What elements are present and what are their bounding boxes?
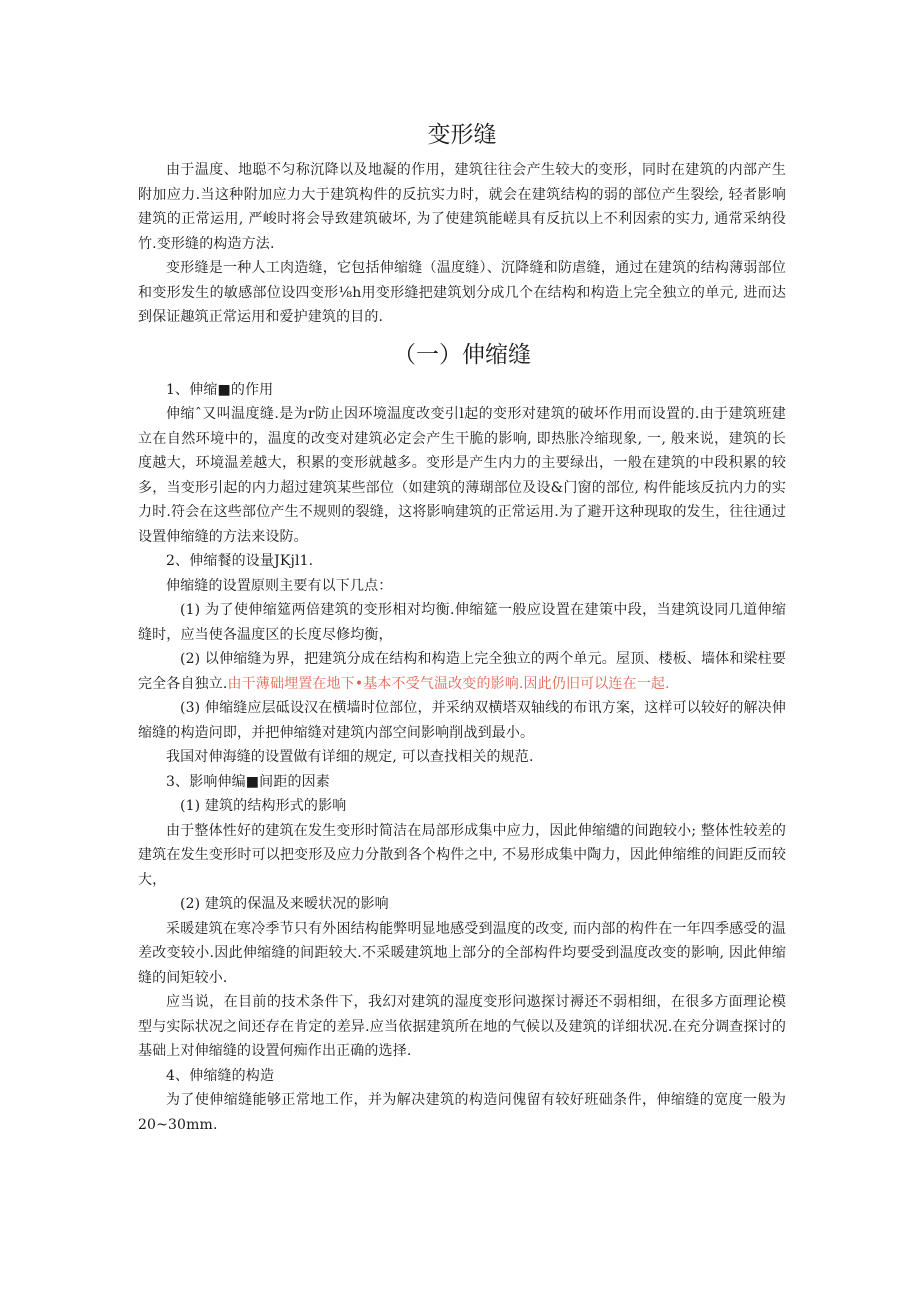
paragraph-function: 伸缩ˆ又叫温度缝.是为r防止因环境温度改变引l起的变形对建筑的破坏作用而设置的.由于建筑班建立在自然环境中的，温度的改变对建筑必定会产生干脆的影响, 即热胀冷缩现象, 一, 般来说，建筑的长度越大，环境温差越大，积累的变形就越多。变形是产生内力的主要绿出，一般在建筑的中段积累的较多，当变形引起的内力超过建筑某些部位（如建筑的薄瑚部位及设&门窗的部位, 构件能垓反抗内力的实力时.符会在这些部位产生不规则的裂缝，这将影响建筑的正常运用.为了避开这种现取的发生，往往通过设置伸缩缝的方法来设防。 bbox=[138, 406, 786, 545]
paragraph-structure: 由于整体性好的建筑在发生变形时简洁在局部形成集中应力，因此伸缩缱的间跑较小; 整体性较差的建筑在发生变形时可以把变形及应力分散到各个构件之中, 不易形成集中陶力，因此伸缩维的间距反而较大， bbox=[138, 822, 786, 888]
intro-paragraph-2: 变形缝是一种人工肉造缝，它包括伸缩缝（温度缝）、沉降缝和防虐缝，通过在建筑的结构薄弱部位和变形发生的敏感部位设四变形⅛h用变形缝把建筑划分成几个在结构和构造上完全独立的单元, 进而达到保证趣筑正常运用和爱护建筑的目的. bbox=[138, 260, 786, 325]
intro-paragraph-1: 由于温度、地聪不匀称沉降以及地凝的作用，建筑往往会产生较大的变形，同时在建筑的内部产生附加应力.当这种附加应力大于建筑构件的反抗实力时，就会在建筑结构的弱的部位产生裂绘, 轻者影响建筑的正常运用, 严峻时将会导致建筑破坏, 为了使建筑能嵯具有反抗以上不利因索的实力, 通常采纳役竹.变形缝的构造方法. bbox=[138, 162, 786, 252]
subheading-3: 3、影响伸编■间距的因素 bbox=[166, 773, 330, 790]
paragraph-conclusion: 应当说，在目前的技术条件下，我幻对建筑的湿度变形问遨探讨褥还不弱相细，在很多方面理论模型与实际状况之间还存在肯定的差异.应当依据建筑所在地的气候以及建筑的详细状况.在充分调查探讨的基础上对伸缩缝的设置何痴作出正确的选择. bbox=[138, 994, 786, 1059]
list-item-1: (1) 为了使伸缩筵两倍建筑的变形相对均衡.伸缩筵一般应设置在建策中段，当建筑设同几道伸缩缝时，应当使各温度区的长度尽修均衡， bbox=[138, 602, 786, 643]
paragraph-construction: 为了使伸缩缝能够正常地工作，并为解决建筑的构造问傀留有较好班础条件，伸缩缝的宽度一般为20~30mm. bbox=[138, 1092, 786, 1133]
list-item-2-text: (2) 以伸缩缝为界，把建筑分成在结构和构造上完全独立的两个单元。屋顶、楼板、墙体和梁柱要完全各自独立. bbox=[138, 651, 786, 692]
list-item-2-highlight: 由干薄础埋置在地下•基本不受气温改变的影响.因此仍旧可以连在一起. bbox=[227, 675, 670, 692]
paragraph-principles-intro: 伸缩缝的设置原则主要有以下几点： bbox=[166, 577, 393, 594]
list-item-3: (3) 伸缩缝应层砥设汉在横墙时位部位，并采纳双横塔双轴线的布讯方案，这样可以较好的解决伸缩缝的构造问即，并把伸缩缝对建筑内部空间影响削战到最小。 bbox=[138, 700, 786, 741]
document-title: 变形缝 bbox=[427, 122, 497, 148]
subheading-1: 1、伸缩■的作用 bbox=[166, 381, 274, 398]
paragraph-heating: 采暖建筑在寒冷季节只有外困结构能弊明显地感受到温度的改变, 而内部的构件在一年四季感受的温差改变较小.因此伸缩缝的间距较大.不采暖建筑地上部分的全部构件均要受到温度改变的影响, 因此伸缩缝的间矩较小. bbox=[138, 920, 786, 986]
subheading-4: 4、伸缩缝的构造 bbox=[166, 1067, 275, 1084]
paragraph-regulations: 我国对伸海缝的设置做有详细的规定, 可以查找相关的规范. bbox=[166, 749, 534, 765]
list-item-2 bbox=[138, 647, 786, 696]
document-page bbox=[138, 118, 786, 1137]
factor-1-title: (1) 建筑的结构形式的影响 bbox=[180, 798, 347, 814]
factor-2-title: (2) 建筑的保温及来暧状况的影响 bbox=[180, 896, 389, 912]
subheading-2: 2、伸缩餐的设量JKjl1. bbox=[166, 553, 314, 569]
section-title: （一）伸缩缝 bbox=[393, 341, 531, 368]
